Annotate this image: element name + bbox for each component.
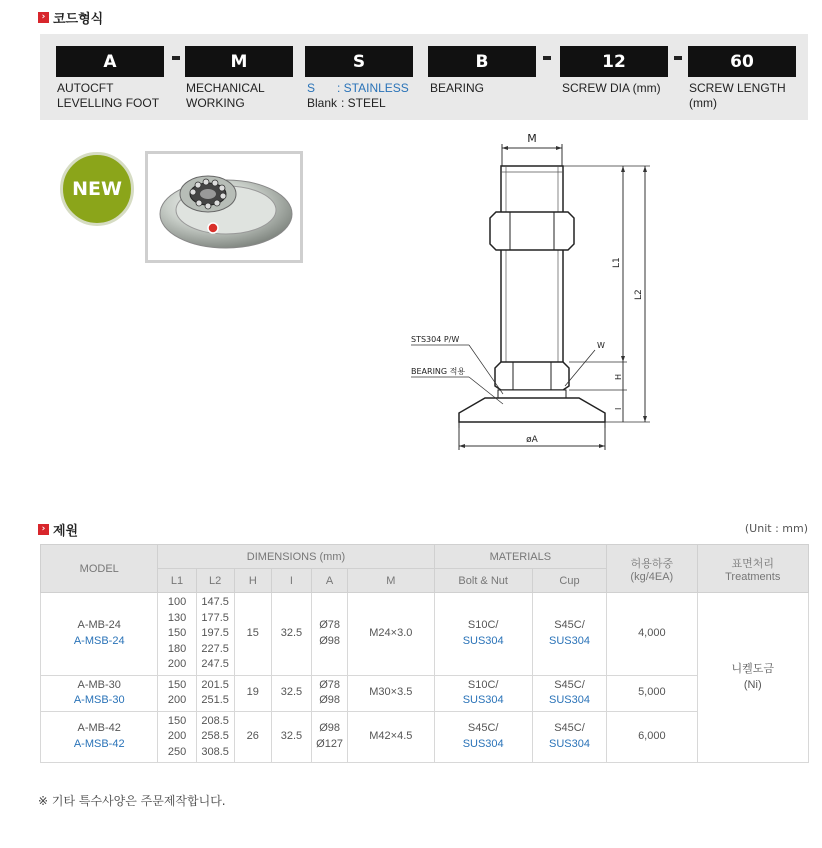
cell-h: 19 — [234, 675, 271, 711]
cell-cup: S45C/ SUS304 — [532, 593, 606, 676]
cell-l1: 150 200 250 — [158, 711, 196, 763]
dim-phi-a-label: øA — [526, 435, 538, 445]
header-m: M — [348, 569, 434, 593]
cell-l2: 201.5 251.5 — [196, 675, 234, 711]
dash — [172, 56, 180, 60]
levelling-foot-image — [148, 154, 300, 260]
section-header-code-format — [38, 8, 103, 27]
cell-cup: S45C/ SUS304 — [532, 711, 606, 763]
dash — [674, 56, 682, 60]
cell-l2: 208.5 258.5 308.5 — [196, 711, 234, 763]
cell-i: 32.5 — [271, 711, 311, 763]
code-format-panel — [40, 34, 808, 120]
dim-w-label: W — [597, 341, 605, 350]
bullet-icon: › — [38, 12, 49, 23]
header-l2: L2 — [196, 569, 234, 593]
cell-i: 32.5 — [271, 593, 311, 676]
header-bolt: Bolt & Nut — [434, 569, 532, 593]
label-autocft: AUTOCFT LEVELLING FOOT — [57, 81, 160, 110]
cell-bolt: S10C/ SUS304 — [434, 675, 532, 711]
label-screw-length: SCREW LENGTH (mm) — [689, 81, 786, 110]
cell-load: 5,000 — [607, 675, 697, 711]
cell-i: 32.5 — [271, 675, 311, 711]
cell-m: M30×3.5 — [348, 675, 434, 711]
cell-model: A-MB-24 A-MSB-24 — [41, 593, 158, 676]
unit-label: (Unit : mm) — [744, 522, 808, 535]
dim-l1-label: L1 — [612, 257, 622, 268]
label-material: S : STAINLESS Blank : STEEL — [307, 81, 409, 110]
dim-h-label: H — [614, 373, 623, 380]
cell-l2: 147.5 177.5 197.5 227.5 247.5 — [196, 593, 234, 676]
technical-drawing — [405, 128, 665, 458]
dim-m-label: M — [527, 132, 537, 145]
new-badge: NEW — [60, 152, 134, 226]
section-title: 코드형식 — [53, 12, 104, 27]
cell-treatment: 니켈도금 (Ni) — [697, 593, 809, 763]
cell-cup: S45C/ SUS304 — [532, 675, 606, 711]
header-load: 허용하중 (kg/4EA) — [607, 545, 697, 593]
cell-model: A-MB-30 A-MSB-30 — [41, 675, 158, 711]
cell-h: 26 — [234, 711, 271, 763]
cell-m: M24×3.0 — [348, 593, 434, 676]
label-bearing: BEARING — [430, 81, 485, 95]
cell-a: Ø78 Ø98 — [312, 675, 348, 711]
table-row — [41, 711, 809, 763]
label-screw-dia: SCREW DIA (mm) — [562, 81, 661, 95]
dash — [543, 56, 551, 60]
code-box-dia: 12 — [560, 46, 668, 77]
code-box-a: A — [56, 46, 164, 77]
header-materials: MATERIALS — [434, 545, 607, 569]
cell-bolt: S10C/ SUS304 — [434, 593, 532, 676]
section-header-spec — [38, 520, 78, 539]
cell-h: 15 — [234, 593, 271, 676]
section-title: 제원 — [53, 524, 79, 539]
header-l1: L1 — [158, 569, 196, 593]
spec-table — [40, 544, 809, 763]
header-cup: Cup — [532, 569, 606, 593]
cell-m: M42×4.5 — [348, 711, 434, 763]
callout-sts304: STS304 P/W — [411, 335, 460, 344]
header-a: A — [312, 569, 348, 593]
cell-model: A-MB-42 A-MSB-42 — [41, 711, 158, 763]
cell-a: Ø78 Ø98 — [312, 593, 348, 676]
table-row — [41, 593, 809, 676]
table-row — [41, 675, 809, 711]
label-mechanical: MECHANICAL WORKING — [186, 81, 265, 110]
callout-bearing: BEARING 적용 — [411, 367, 466, 376]
code-box-b: B — [428, 46, 536, 77]
cell-bolt: S45C/ SUS304 — [434, 711, 532, 763]
code-box-s: S — [305, 46, 413, 77]
header-model: MODEL — [41, 545, 158, 593]
footnote: ※ 기타 특수사양은 주문제작합니다. — [38, 794, 226, 808]
header-treatment: 표면처리 Treatments — [697, 545, 809, 593]
header-h: H — [234, 569, 271, 593]
header-dimensions: DIMENSIONS (mm) — [158, 545, 434, 569]
cell-l1: 150 200 — [158, 675, 196, 711]
cell-a: Ø98 Ø127 — [312, 711, 348, 763]
dim-i-label: I — [614, 407, 623, 410]
cell-load: 4,000 — [607, 593, 697, 676]
dim-l2-label: L2 — [634, 289, 644, 300]
product-photo — [145, 151, 303, 263]
cell-load: 6,000 — [607, 711, 697, 763]
cell-l1: 100 130 150 180 200 — [158, 593, 196, 676]
bullet-icon: › — [38, 524, 49, 535]
code-box-length: 60 — [688, 46, 796, 77]
header-i: I — [271, 569, 311, 593]
code-box-m: M — [185, 46, 293, 77]
